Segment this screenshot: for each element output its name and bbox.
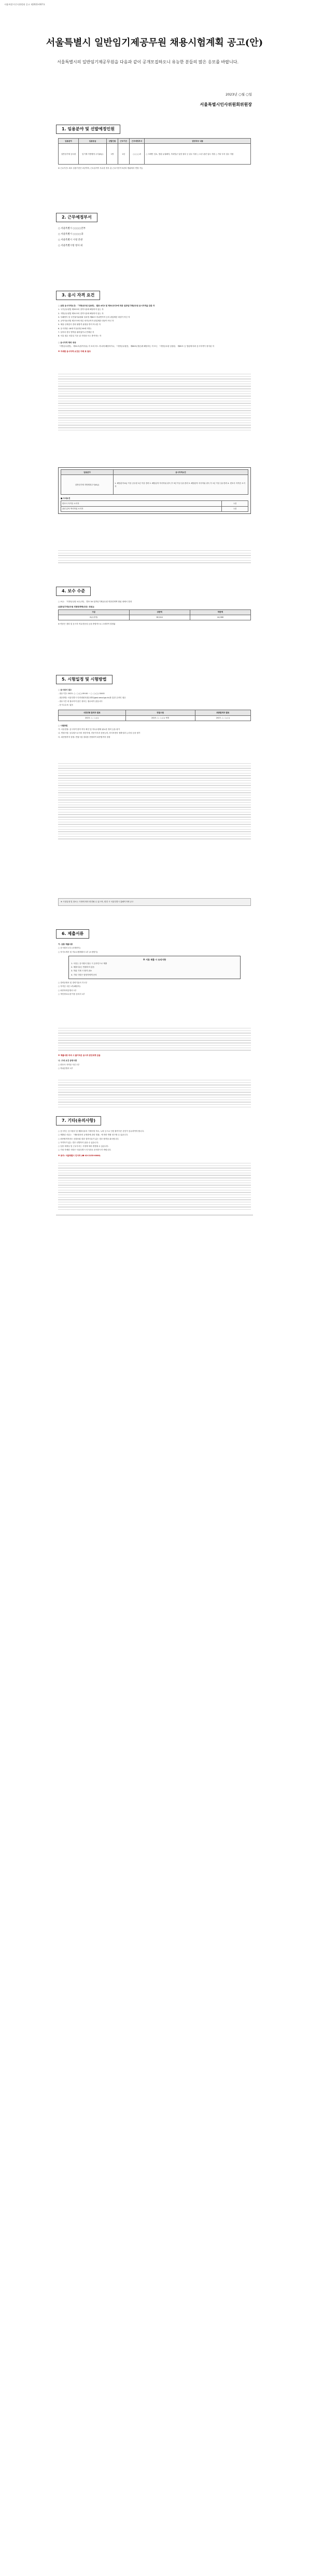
qualification-table [61,469,248,495]
table-cell: 변호사 자격증 소지자 [61,501,222,506]
list-item: ○ 서울특별시 ○○○○본부 [58,227,86,230]
list-item: 7. 남자의 경우 병역을 필하였거나 면제된 자 [58,331,94,333]
list-item: 4. 공직자윤리법 제17조에 따른 퇴직공직자 취업제한 대상이 아닌 자 [58,320,114,322]
section-5-notice [58,898,251,906]
table-cell: 6급(상당) [59,615,130,620]
list-item: 1. 서류는 응시원서 접수 시 온라인으로 제출 [71,962,107,965]
table-cell: 2년 [118,144,129,165]
section-1-body [58,138,251,170]
pref-table [61,500,248,511]
pay-table-title: [일반임기제공무원 연봉한계액(단위: 천원)] [58,606,94,608]
section-3-title: 3. 응시 자격 요건 [56,291,100,300]
section-6-header [56,929,253,940]
recruit-table [58,138,251,165]
section-4-header [56,587,253,597]
list-item: - 접수시간 내 접수하지 않은 원서는 접수되지 않습니다 [58,700,103,702]
list-item: 2. 지방공무원법 제31조의 결격사유에 해당하지 않는 자 [58,312,104,315]
required-title: 가. 공통 제출서류 [58,943,73,945]
list-item: - 접수기간: 2023. ○. ○.(○) 09:00 ~ ○. ○.(○) 18:00 [58,693,105,695]
list-item: 5. 채용 신체검사 결과 불합격 판정을 받지 아니한 자 [58,323,101,326]
list-item: 6. 응시연령: 18세 이상(정년 60세 미만) [58,327,91,330]
table-cell: 1명 [107,144,118,165]
list-item: ○ 기타 자세한 사항은 서울특별시 인사과로 문의하시기 바랍니다. [58,1149,111,1151]
section-6-body [58,943,251,996]
list-item: ○ 적격자가 없는 경우 선발하지 않을 수 있습니다. [58,1141,99,1144]
text-block [58,1080,251,1109]
th-field: 임용분야 [59,139,79,144]
text-block [58,1028,251,1052]
list-item: 4. 기타 사항은 담당자에게 문의 [71,973,97,976]
list-item: ○ 최종학력증명서 1부 [58,989,77,992]
pay-text: ○ 보수: 「지방공무원 보수규정」 별표 34 일반임기제공무원 연봉한계액 범위 내에서 결정 [58,601,132,603]
th-period: 근무기간 [118,139,129,144]
list-item: ○ 임용 예정일 및 근무부서는 사정에 따라 변경될 수 있습니다. [58,1145,109,1148]
red-note: ※ 제출서류 미비 시 불이익은 응시자 본인에게 있음 [58,1054,101,1056]
th-upper: 상한액 [129,609,190,615]
exam-method-title: ○ 시험방법 [58,724,68,727]
schedule-title: ○ 응시원서 접수 [58,689,72,691]
th-count: 선발인원 [107,139,118,144]
th-requirement: 응시자격요건 [114,470,248,475]
section-1-header [56,125,253,135]
extra-title: 나. 우대 요건 증빙서류 [58,1060,77,1062]
list-item: 가. 서류전형: 응시자격 충족 여부 확인 및 직무수행에 필요한 경력 등을 평가 [58,728,120,730]
section-5-header [56,675,253,685]
list-item: ○ 서울특별시 시청 본관 [58,238,83,241]
section-5-title: 5. 시험일정 및 시험방법 [56,675,113,684]
section-7-title: 7. 기타(유의사항) [56,1116,101,1126]
table-cell: 82,044 [129,615,190,620]
th-field: 임용분야 [61,470,114,475]
list-item: ○ 개인정보수집·이용 동의서 1부 [58,993,85,995]
list-item: ○ 서울특별시 ○○○○과 [58,233,83,236]
issuer-name: 서울특별시인사위원회위원장 [200,102,252,107]
table-cell: 임기제 지방행정 주사(6급) [79,144,107,165]
table-cell: 44,066 [190,615,250,620]
list-item: 3. 부패방지 및 국민권익위원회 설치법 제82조 비위면직자 등의 취업제한 대상이 아닌 자 [58,316,130,318]
intro-text: 서울특별시의 일반임기제공무원을 다음과 같이 공개모집하오니 유능한 분들의 많은 응모를 바랍니다. [57,60,239,64]
list-item: ○ 자격증 사본 1부(해당자) [58,985,80,988]
text-block [58,1163,251,1212]
qualification-box [58,467,251,514]
page-title: 서울특별시 일반임기제공무원 채용시험계획 공고(안) [46,37,263,48]
section-4-body [58,600,251,626]
notice-text: ※ 시험일정 및 장소는 사정에 따라 변경될 수 있으며, 변경 시 서울특별시 홈페이지에 공고 [61,901,134,903]
table-cell: 2023. ○. ○.(○) [59,715,126,721]
th-type: 구분 [59,609,130,615]
schedule-table [58,710,251,721]
table-cell: 일반임기제 지방행정주사(6급) [61,475,114,495]
table-cell: 2023. ○. ○.(○) 예정 [125,715,195,721]
warning-note: ※ 자세한 응시자격 요건은 아래 표 참조 [58,350,91,353]
excluded-title: ○ 응시자격 제외 대상 [58,341,76,344]
list-item: ○ 경력증명서 및 경력기술서 각 1부 [58,981,88,984]
contact-note: ※ 문의: 서울특별시 인사과 (☎ 02-2133-0000) [58,1154,101,1157]
table-cell: 1점 [222,506,248,511]
section-6-extra [58,1054,251,1070]
th-interview: 면접시험 [125,710,195,715]
list-item: - 응시수수료: 없음 [58,704,74,707]
list-item: 8. 서류 접수 마감일 기준 위 사항을 모두 충족하는 자 [58,335,102,337]
pay-note: ※ 연봉은 경력 및 응시자 직무전문성 등을 종합적으로 고려하여 결정됨 [58,622,116,625]
section-2-title: 2. 근무예정부서 [56,213,97,222]
submit-box [68,956,241,979]
list-item: ○ 변호사 자격증 사본 1부 [58,1063,80,1066]
th-final: 최종합격자 발표 [195,710,250,715]
th-dept: 근무예정부서 [129,139,145,144]
list-item: ○ 서울특별시청 청사 외 [58,244,83,247]
th-duties: 담당직무 내용 [145,139,251,144]
excluded-text: 「지방공무원법」 제31조(결격사유) 각 호의 어느 하나에 해당하거나, 「지방공무원법」 제66조(정년)에 해당하는 자 또는 「지방공무원 임용령」 제65조 등 법령에 따라 응시자격이 정지된 자 [58,345,214,347]
announce-number: 서울특별시인사위원회 공고 제2023-00?호 [4,3,46,6]
th-doc-result: 서류전형 합격자 발표 [59,710,126,715]
list-item: 2. 제출서류는 반환하지 않음 [71,966,95,969]
section-4-title: 4. 보수 수준 [56,587,91,596]
text-block [58,374,251,432]
section-7-body [58,1130,251,1158]
list-item: ○ 자기소개서 및 직무수행계획서 1부 (소정양식) [58,951,98,953]
text-block [58,550,251,565]
section-1-title: 1. 임용분야 및 선발예정인원 [56,125,120,134]
table-cell: 일반임기제 공무원 [59,144,79,165]
list-item: 3. 허위 기재 시 합격 취소 [71,970,92,972]
section-1-note: ※ 근무기간: 최초 임용기간은 2년이며, 근무실적이 우수한 경우 총 근무기간이 5년의 범위에서 연장 가능 [58,167,143,170]
section-7-header [56,1116,253,1127]
table-cell: ○ 조례안 검토, 법령 유권해석, 자치법규 입법 절차 등 업무 지원 ○ 소송 관련 업무 지원 ○ 기타 부서 업무 지원 [145,144,251,165]
list-item: ○ 학위증명서 1부 [58,1067,73,1069]
common-req: ○ 공통 응시자격요건: 「지방공무원 임용령」 별표 4의2 및 제31조의3에 따른 일반임기제공무원 응시자격을 갖춘 자 [58,305,155,307]
table-cell: ○○○○과 [129,144,145,165]
pay-table [58,609,251,620]
announce-date: 2023년 ○월 ○일 [226,92,252,97]
th-grade: 임용등급 [79,139,107,144]
list-item: 1. 국가공무원법 제33조의 결격사유에 해당하지 않는 자 [58,308,104,311]
list-item: ○ 응시자는 응시원서 및 제출서류의 기재사항 착오, 누락 등으로 인한 불이익은 본인이 감수하여야 합니다. [58,1130,145,1132]
list-item: - 접수방법: 서울특별시 인터넷원서접수센터(gosi.seoul.go.kr)를 통한 온라인 접수 [58,696,126,699]
box-title: ※ 서류 제출 시 유의사항 [143,958,166,961]
list-item: 다. 최종합격자 결정: 면접시험 결과를 종합하여 최종합격자 결정 [58,736,110,738]
section-5-body [58,688,251,739]
list-item: 나. 면접시험: 공무원으로서의 정신자세, 전문지식과 응용능력, 의사표현의 정확성과 논리성 등을 평가 [58,732,141,735]
pref-title: ■ 우대요건 [61,497,71,500]
section-6-title: 6. 제출서류 [56,929,89,939]
section-2-header [56,213,253,223]
text-block [58,763,251,841]
section-3-header [56,291,253,301]
table-cell: 2023. ○. ○.(○) [195,715,250,721]
list-item: ○ 최종합격자라도 신원조회 결과 결격사유가 있는 경우 합격을 취소합니다. [58,1137,119,1140]
table-cell: 1점 [222,501,248,506]
table-cell: 관련 분야 박사학위 소지자 [61,506,222,511]
list-item: ○ 응시원서 1부 (소정양식) [58,947,80,950]
list-item: ○ 제출된 서류는 「채용절차의 공정화에 관한 법률」에 따라 반환 청구할 수 있습니다. [58,1134,129,1136]
section-2-body [58,226,251,249]
section-3-body [58,304,251,354]
th-lower: 하한액 [190,609,250,615]
table-cell: 1. 해당분야 6급 이상 공무원 1년 이상 경력 2. 해당분야 학사학위 취득 후 3년 이상 실무경력 3. 해당분야 석사학위 취득 후 1년 이상 실무경력 4. 변호사 자격증 소지자 [114,475,248,495]
